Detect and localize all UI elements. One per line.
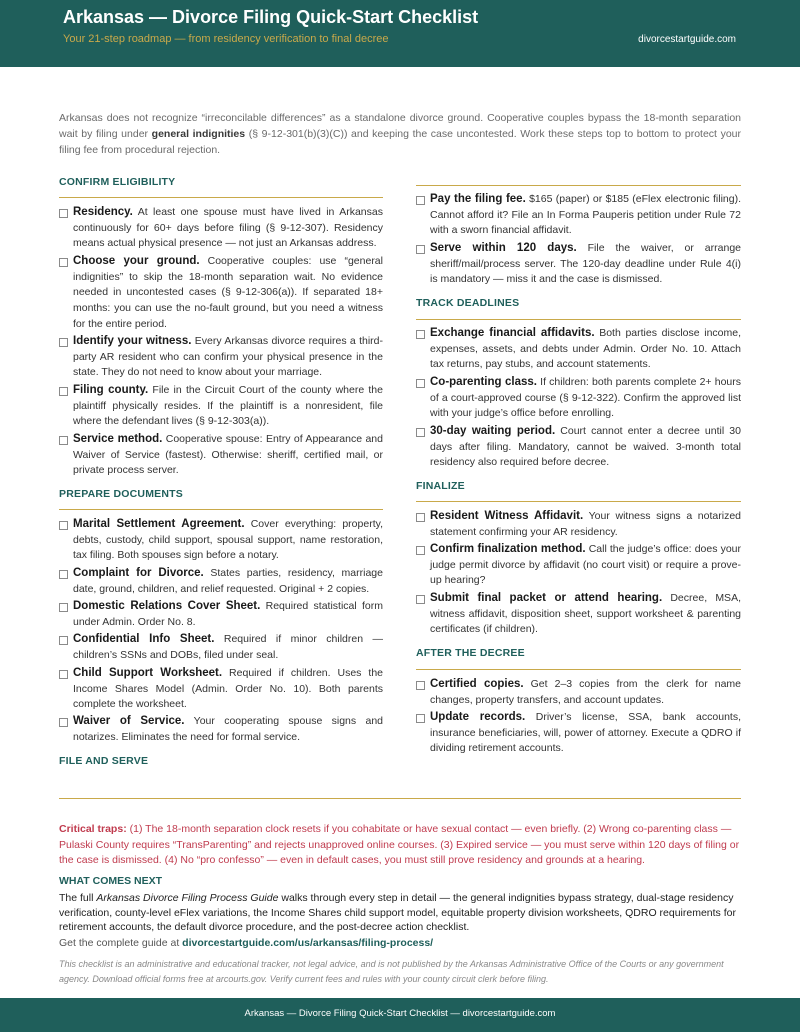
section-rule bbox=[59, 197, 383, 198]
footer-text: Arkansas — Divorce Filing Quick-Start Checklist — divorcestartguide.com bbox=[244, 1008, 556, 1019]
checkbox[interactable] bbox=[416, 245, 425, 254]
checklist-item-affidavits[interactable] bbox=[416, 326, 741, 373]
checkbox[interactable] bbox=[59, 670, 68, 679]
item-label: 30-day waiting period. bbox=[430, 425, 556, 437]
checklist-item-update-records[interactable] bbox=[416, 710, 741, 757]
checklist-item-ground[interactable] bbox=[59, 254, 383, 333]
item-label: Marital Settlement Agreement. bbox=[73, 518, 245, 530]
item-label: Filing county. bbox=[73, 384, 149, 396]
item-text: $165 (paper) or $185 (eFlex electronic filing). Cannot afford it? File an In Forma Pauperis petition under Rule 72 with a sworn financial affidavit. bbox=[430, 193, 741, 237]
item-label: Choose your ground. bbox=[73, 255, 200, 267]
page-header bbox=[0, 0, 800, 67]
intro-text-1: Arkansas does not recognize “irreconcilable differences” as a standalone divorce ground. Cooperative couples bypass the 18-month separation wait by filing under bbox=[59, 112, 741, 140]
item-text: Cover everything: property, debts, custody, child support, spousal support, name restoration, tax filing. Both spouses sign before a notary. bbox=[73, 518, 384, 562]
item-text: Required if children. Uses the Income Shares Model (Admin. Order No. 10). Both parents complete the worksheet. bbox=[73, 667, 383, 711]
section-rule bbox=[416, 501, 741, 502]
checklist-item-filing-fee[interactable] bbox=[416, 192, 741, 239]
item-text: Required if minor children — children’s SSNs and DOBs, filed under seal. bbox=[73, 633, 383, 661]
checkbox[interactable] bbox=[59, 387, 68, 396]
section-rule bbox=[416, 319, 741, 320]
traps-label: Critical traps: bbox=[59, 823, 127, 835]
link-prefix: Get the complete guide at bbox=[59, 937, 183, 949]
item-label: Child Support Worksheet. bbox=[73, 667, 223, 679]
checklist-item-msa[interactable] bbox=[59, 517, 383, 564]
item-label: Exchange financial affidavits. bbox=[430, 327, 595, 339]
item-text: Every Arkansas divorce requires a third-party AR resident who can confirm your physical presence in the state. They do not need to know about your marriage. bbox=[73, 335, 384, 379]
item-label: Co-parenting class. bbox=[430, 376, 537, 388]
section-rule bbox=[416, 669, 741, 670]
checklist-item-service[interactable] bbox=[59, 432, 383, 479]
checkbox[interactable] bbox=[416, 428, 425, 437]
checkbox[interactable] bbox=[59, 521, 68, 530]
item-label: Domestic Relations Cover Sheet. bbox=[73, 600, 261, 612]
item-text: Cooperative couples: use “general indignities” to skip the 18-month separation wait. No evidence needed in uncontested cases (§ 9-12-306(a)). If separated 18+ months: you can use the no-fault ground, but you need a witness for the entire period. bbox=[73, 255, 383, 330]
guide-link[interactable]: divorcestartguide.com/us/arkansas/filing-process/ bbox=[182, 937, 434, 949]
item-label: Submit final packet or attend hearing. bbox=[430, 592, 663, 604]
critical-traps bbox=[59, 822, 741, 869]
item-text: File in the Circuit Court of the county where the plaintiff physically resides. If the plaintiff is a nonresident, file where the defendant lives (§ 9-12-303(a)). bbox=[73, 384, 383, 428]
item-text: Required statistical form under Admin. Order No. 8. bbox=[73, 600, 383, 628]
checkbox[interactable] bbox=[416, 595, 425, 604]
checklist-item-witness-affidavit[interactable] bbox=[416, 509, 741, 540]
checkbox[interactable] bbox=[416, 681, 425, 690]
checkbox[interactable] bbox=[59, 636, 68, 645]
page-footer bbox=[0, 998, 800, 1032]
checkbox[interactable] bbox=[59, 436, 68, 445]
intro-paragraph bbox=[59, 110, 741, 158]
item-label: Complaint for Divorce. bbox=[73, 567, 204, 579]
page-subtitle: Your 21-step roadmap — from residency verification to final decree bbox=[63, 33, 389, 45]
divider bbox=[59, 798, 741, 799]
next-text-2: walks through every step in detail — the general indignities bypass strategy, dual-stage residency verification, county-level eFlex variations, the Income Shares child support model, equitable property division worksheets, QDRO requirements for retirement accounts, the default divorce procedure, and the post-decree action checklist. bbox=[59, 892, 736, 933]
checkbox[interactable] bbox=[59, 570, 68, 579]
item-text: Get 2–3 copies from the clerk for name changes, property transfers, and account updates. bbox=[430, 678, 741, 706]
item-text: States parties, residency, marriage date, ground, children, and relief requested. Original + 2 copies. bbox=[73, 567, 383, 595]
checklist-item-cover-sheet[interactable] bbox=[59, 599, 383, 630]
checklist-item-certified-copies[interactable] bbox=[416, 677, 741, 708]
section-title-finalize: FINALIZE bbox=[416, 480, 465, 492]
item-label: Certified copies. bbox=[430, 678, 524, 690]
item-text: At least one spouse must have lived in Arkansas continuously for 60+ days before filing (§ 9-12-307). Residency means actual physical presence — not just an Arkansas address. bbox=[73, 206, 383, 250]
item-label: Service method. bbox=[73, 433, 163, 445]
intro-bold: general indignities bbox=[151, 128, 246, 140]
checkbox[interactable] bbox=[59, 603, 68, 612]
item-label: Confidential Info Sheet. bbox=[73, 633, 215, 645]
section-title-prepare: PREPARE DOCUMENTS bbox=[59, 488, 183, 500]
checkbox[interactable] bbox=[416, 714, 425, 723]
checklist-item-final-packet[interactable] bbox=[416, 591, 741, 638]
section-title-deadlines: TRACK DEADLINES bbox=[416, 297, 520, 309]
item-label: Confirm finalization method. bbox=[430, 543, 586, 555]
checklist-item-child-support[interactable] bbox=[59, 666, 383, 713]
checklist-item-coparenting[interactable] bbox=[416, 375, 741, 422]
checklist-item-witness[interactable] bbox=[59, 334, 383, 381]
item-text: Your witness signs a notarized statement confirming your AR residency. bbox=[430, 510, 742, 538]
item-text: Court cannot enter a decree until 30 days after filing. Mandatory, cannot be waived. 3-month total residency also required before decree. bbox=[430, 425, 741, 469]
section-rule bbox=[59, 509, 383, 510]
checkbox[interactable] bbox=[59, 718, 68, 727]
item-label: Update records. bbox=[430, 711, 526, 723]
intro-text-2: (§ 9-12-301(b)(3)(C)) and keeping the case uncontested. Work these steps top to bottom to protect your filing fee from procedural rejection. bbox=[59, 128, 741, 156]
item-text: Driver’s license, SSA, bank accounts, insurance beneficiaries, will, power of attorney. Execute a QDRO if dividing retirement accounts. bbox=[430, 711, 742, 755]
item-text: Both parties disclose income, expenses, assets, and debts under Admin. Order No. 10. Attach tax returns, pay stubs, and account statements. bbox=[430, 327, 741, 371]
checkbox[interactable] bbox=[59, 338, 68, 347]
item-text: If children: both parents complete 2+ hours of a court-approved course (§ 9-12-322). Confirm the approved list with your judge’s office before enrolling. bbox=[430, 376, 742, 420]
item-text: Cooperative spouse: Entry of Appearance and Waiver of Service (fastest). Otherwise: sheriff, certified mail, or private process server. bbox=[73, 433, 383, 477]
disclaimer: This checklist is an administrative and educational tracker, not legal advice, and is not published by the Arkansas Administrative Office of the Courts or any government agency. Download official forms free at arcourts.gov. Verify current fees and rules with your county circuit clerk before filing. bbox=[59, 959, 724, 984]
item-label: Pay the filing fee. bbox=[430, 193, 526, 205]
item-text: Your cooperating spouse signs and notarizes. Eliminates the need for formal service. bbox=[73, 715, 383, 743]
checklist-item-finalization-method[interactable] bbox=[416, 542, 741, 589]
checkbox[interactable] bbox=[416, 196, 425, 205]
guide-title: Arkansas Divorce Filing Process Guide bbox=[96, 892, 279, 904]
section-rule bbox=[416, 185, 741, 186]
checkbox[interactable] bbox=[59, 258, 68, 267]
item-label: Residency. bbox=[73, 206, 133, 218]
page-title: Arkansas — Divorce Filing Quick-Start Checklist bbox=[63, 7, 479, 27]
item-label: Identify your witness. bbox=[73, 335, 192, 347]
item-label: Waiver of Service. bbox=[73, 715, 185, 727]
what-comes-next-body bbox=[59, 891, 741, 935]
next-text-1: The full bbox=[59, 892, 97, 904]
item-text: File the waiver, or arrange sheriff/mail/process server. The 120-day deadline under Rule 4(i) is mandatory — miss it and the case is dismissed. bbox=[430, 242, 741, 286]
section-title-after: AFTER THE DECREE bbox=[416, 647, 525, 659]
section-title-file: FILE AND SERVE bbox=[59, 755, 149, 767]
item-label: Resident Witness Affidavit. bbox=[430, 510, 584, 522]
checklist-item-serve[interactable] bbox=[416, 241, 741, 288]
checkbox[interactable] bbox=[416, 330, 425, 339]
traps-text: (1) The 18-month separation clock resets if you cohabitate or have sexual contact — even briefly. (2) Wrong co-parenting class — Pulaski County requires “TransParenting” and rejects unapproved online courses. (3) Expired service — you must serve within 120 days of filing or the case is dismissed. (4) No “pro confesso” — even in default cases, you must still prove residency and grounds at a hearing. bbox=[59, 823, 740, 866]
item-text: Decree, MSA, witness affidavit, disposition sheet, support worksheet & parenting certificates (if children). bbox=[430, 592, 741, 636]
site-link[interactable]: divorcestartguide.com bbox=[638, 34, 736, 45]
item-label: Serve within 120 days. bbox=[430, 242, 577, 254]
checkbox[interactable] bbox=[416, 546, 425, 555]
what-comes-next-title: WHAT COMES NEXT bbox=[59, 875, 163, 887]
item-text: Call the judge’s office: does your judge permit divorce by affidavit (no court visit) or require a prove-up hearing? bbox=[430, 543, 741, 587]
guide-link-line bbox=[59, 937, 433, 949]
checklist-item-county[interactable] bbox=[59, 383, 383, 430]
section-title-eligibility: CONFIRM ELIGIBILITY bbox=[59, 176, 176, 188]
checkbox[interactable] bbox=[59, 209, 68, 218]
checkbox[interactable] bbox=[416, 379, 425, 388]
checklist-item-confidential[interactable] bbox=[59, 632, 383, 663]
checklist-item-complaint[interactable] bbox=[59, 566, 383, 597]
checklist-item-waiver[interactable] bbox=[59, 714, 383, 745]
checklist-item-waiting-period[interactable] bbox=[416, 424, 741, 471]
checklist-item-residency[interactable] bbox=[59, 205, 383, 252]
checkbox[interactable] bbox=[416, 513, 425, 522]
